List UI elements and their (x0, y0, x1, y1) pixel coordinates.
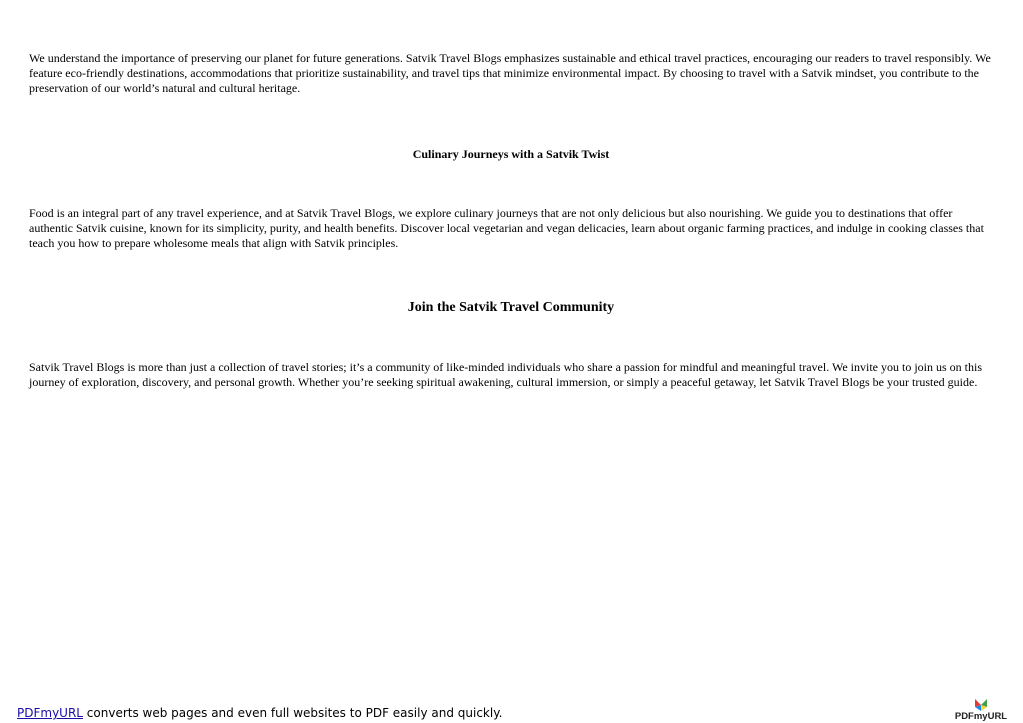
community-heading: Join the Satvik Travel Community (407, 300, 615, 315)
pdfmyurl-link[interactable]: PDFmyURL (17, 706, 83, 720)
community-paragraph: Satvik Travel Blogs is more than just a collection of travel stories; it’s a community of like-minded individuals who share a passion for mindful and meaningful travel. We invite you to join us on this journey of exploration, discovery, and personal growth. Whether you’re seeking spiritual awakening, cultural immersion, or simply a peaceful getaway, let Satvik Travel Blogs be your trusted guide. (29, 360, 983, 389)
culinary-paragraph: Food is an integral part of any travel experience, and at Satvik Travel Blogs, we explore culinary journeys that are not only delicious but also nourishing. We guide you to destinations that offer authentic Satvik cuisine, known for its simplicity, purity, and health benefits. Discover local vegetarian and vegan delicacies, learn about organic farming practices, and indulge in cooking classes that teach you how to prepare wholesome meals that align with Satvik principles. (29, 206, 984, 250)
culinary-heading: Culinary Journeys with a Satvik Twist (412, 147, 610, 161)
footer-text: converts web pages and even full websites to PDF easily and quickly. (82, 706, 503, 720)
logo-mark-icon (975, 699, 987, 711)
pdfmyurl-logo[interactable] (951, 697, 1011, 721)
sustainability-paragraph: We understand the importance of preserving our planet for future generations. Satvik Travel Blogs emphasizes sustainable and ethical travel practices, encouraging our readers to travel responsibly. We feature eco-friendly destinations, accommodations that prioritize sustainability, and travel tips that minimize environmental impact. By choosing to travel with a Satvik mindset, you contribute to the preservation of our world’s natural and cultural heritage. (29, 51, 991, 95)
logo-text: PDFmyURL (954, 711, 1008, 721)
pdf-footer (17, 706, 502, 721)
document-body (29, 51, 993, 390)
